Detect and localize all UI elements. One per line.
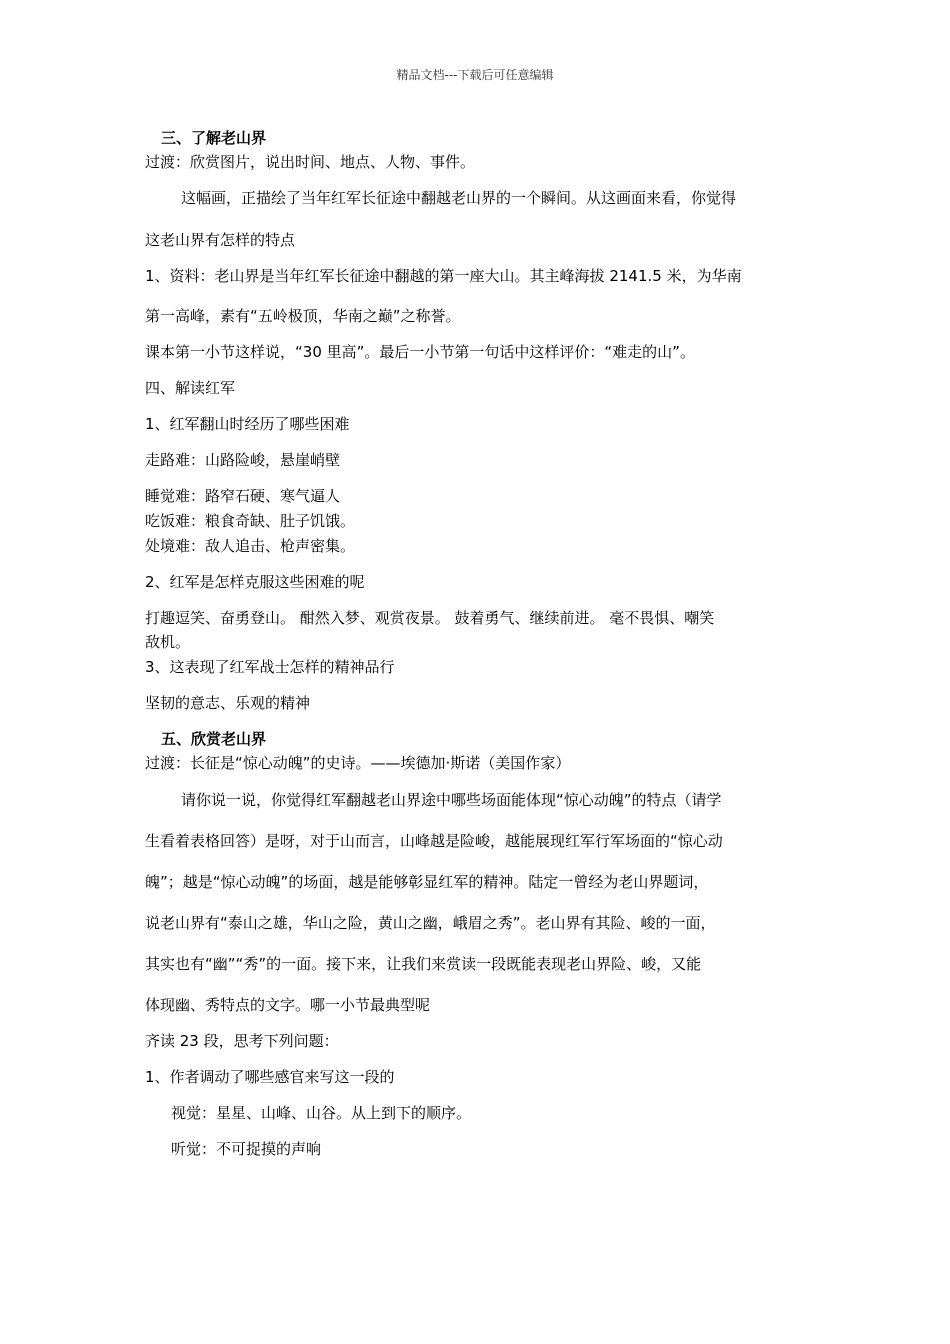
text-line: 请你说一说，你觉得红军翻越老山界途中哪些场面能体现“惊心动魄”的特点（请学 xyxy=(181,791,722,809)
text-line: 其实也有“幽”“秀”的一面。接下来，让我们来赏读一段既能表现老山界险、峻，又能 xyxy=(145,955,702,973)
text-line: 过渡：长征是“惊心动魄”的史诗。——埃德加·斯诺（美国作家） xyxy=(145,754,571,772)
text-line: 体现幽、秀特点的文字。哪一小节最典型呢 xyxy=(145,996,431,1014)
page-header: 精品文档---下载后可任意编辑 xyxy=(396,68,554,82)
text-line: 吃饭难：粮食奇缺、肚子饥饿。 xyxy=(145,512,356,530)
text-line: 坚韧的意志、乐观的精神 xyxy=(145,694,311,712)
text-line: 魄”；越是“惊心动魄”的场面，越是能够彰显红军的精神。陆定一曾经为老山界题词， xyxy=(145,873,709,891)
text-line: 打趣逗笑、奋勇登山。 酣然入梦、观赏夜景。 鼓着勇气、继续前进。 毫不畏惧、嘲笑 xyxy=(145,609,715,627)
text-line: 处境难：敌人追击、枪声密集。 xyxy=(145,537,356,555)
text-line: 齐读 23 段，思考下列问题： xyxy=(145,1032,339,1050)
text-line: 生看着表格回答）是呀，对于山而言，山峰越是险峻，越能展现红军行军场面的“惊心动 xyxy=(145,832,723,850)
text-line: 1、资料：老山界是当年红军长征途中翻越的第一座大山。其主峰海拔 2141.5 米，为华南 xyxy=(145,267,742,285)
section-heading-5: 五、欣赏老山界 xyxy=(161,730,267,748)
section-heading-3: 三、了解老山界 xyxy=(161,129,267,147)
text-line: 第一高峰，素有“五岭极顶，华南之巅”之称誉。 xyxy=(145,307,461,325)
text-line: 走路难：山路险峻，悬崖峭壁 xyxy=(145,451,341,469)
text-line: 这幅画，正描绘了当年红军长征途中翻越老山界的一个瞬间。从这画面来看，你觉得 xyxy=(181,189,737,207)
section-heading-4: 四、解读红军 xyxy=(145,379,236,397)
text-line: 说老山界有“泰山之雄，华山之险，黄山之幽，峨眉之秀”。老山界有其险、峻的一面， xyxy=(145,914,716,932)
text-line: 敌机。 xyxy=(145,633,191,651)
text-line: 1、作者调动了哪些感官来写这一段的 xyxy=(145,1068,395,1086)
text-line: 视觉：星星、山峰、山谷。从上到下的顺序。 xyxy=(171,1104,472,1122)
text-line: 3、这表现了红军战士怎样的精神品行 xyxy=(145,658,395,676)
text-line: 过渡：欣赏图片，说出时间、地点、人物、事件。 xyxy=(145,153,476,171)
text-line: 这老山界有怎样的特点 xyxy=(145,231,296,249)
text-line: 1、红军翻山时经历了哪些困难 xyxy=(145,415,350,433)
text-line: 课本第一小节这样说，“30 里高”。最后一小节第一句话中这样评价：“难走的山”。 xyxy=(145,343,695,361)
text-line: 2、红军是怎样克服这些困难的呢 xyxy=(145,573,365,591)
text-line: 睡觉难：路窄石硬、寒气逼人 xyxy=(145,487,341,505)
text-line: 听觉：不可捉摸的声响 xyxy=(171,1140,322,1158)
